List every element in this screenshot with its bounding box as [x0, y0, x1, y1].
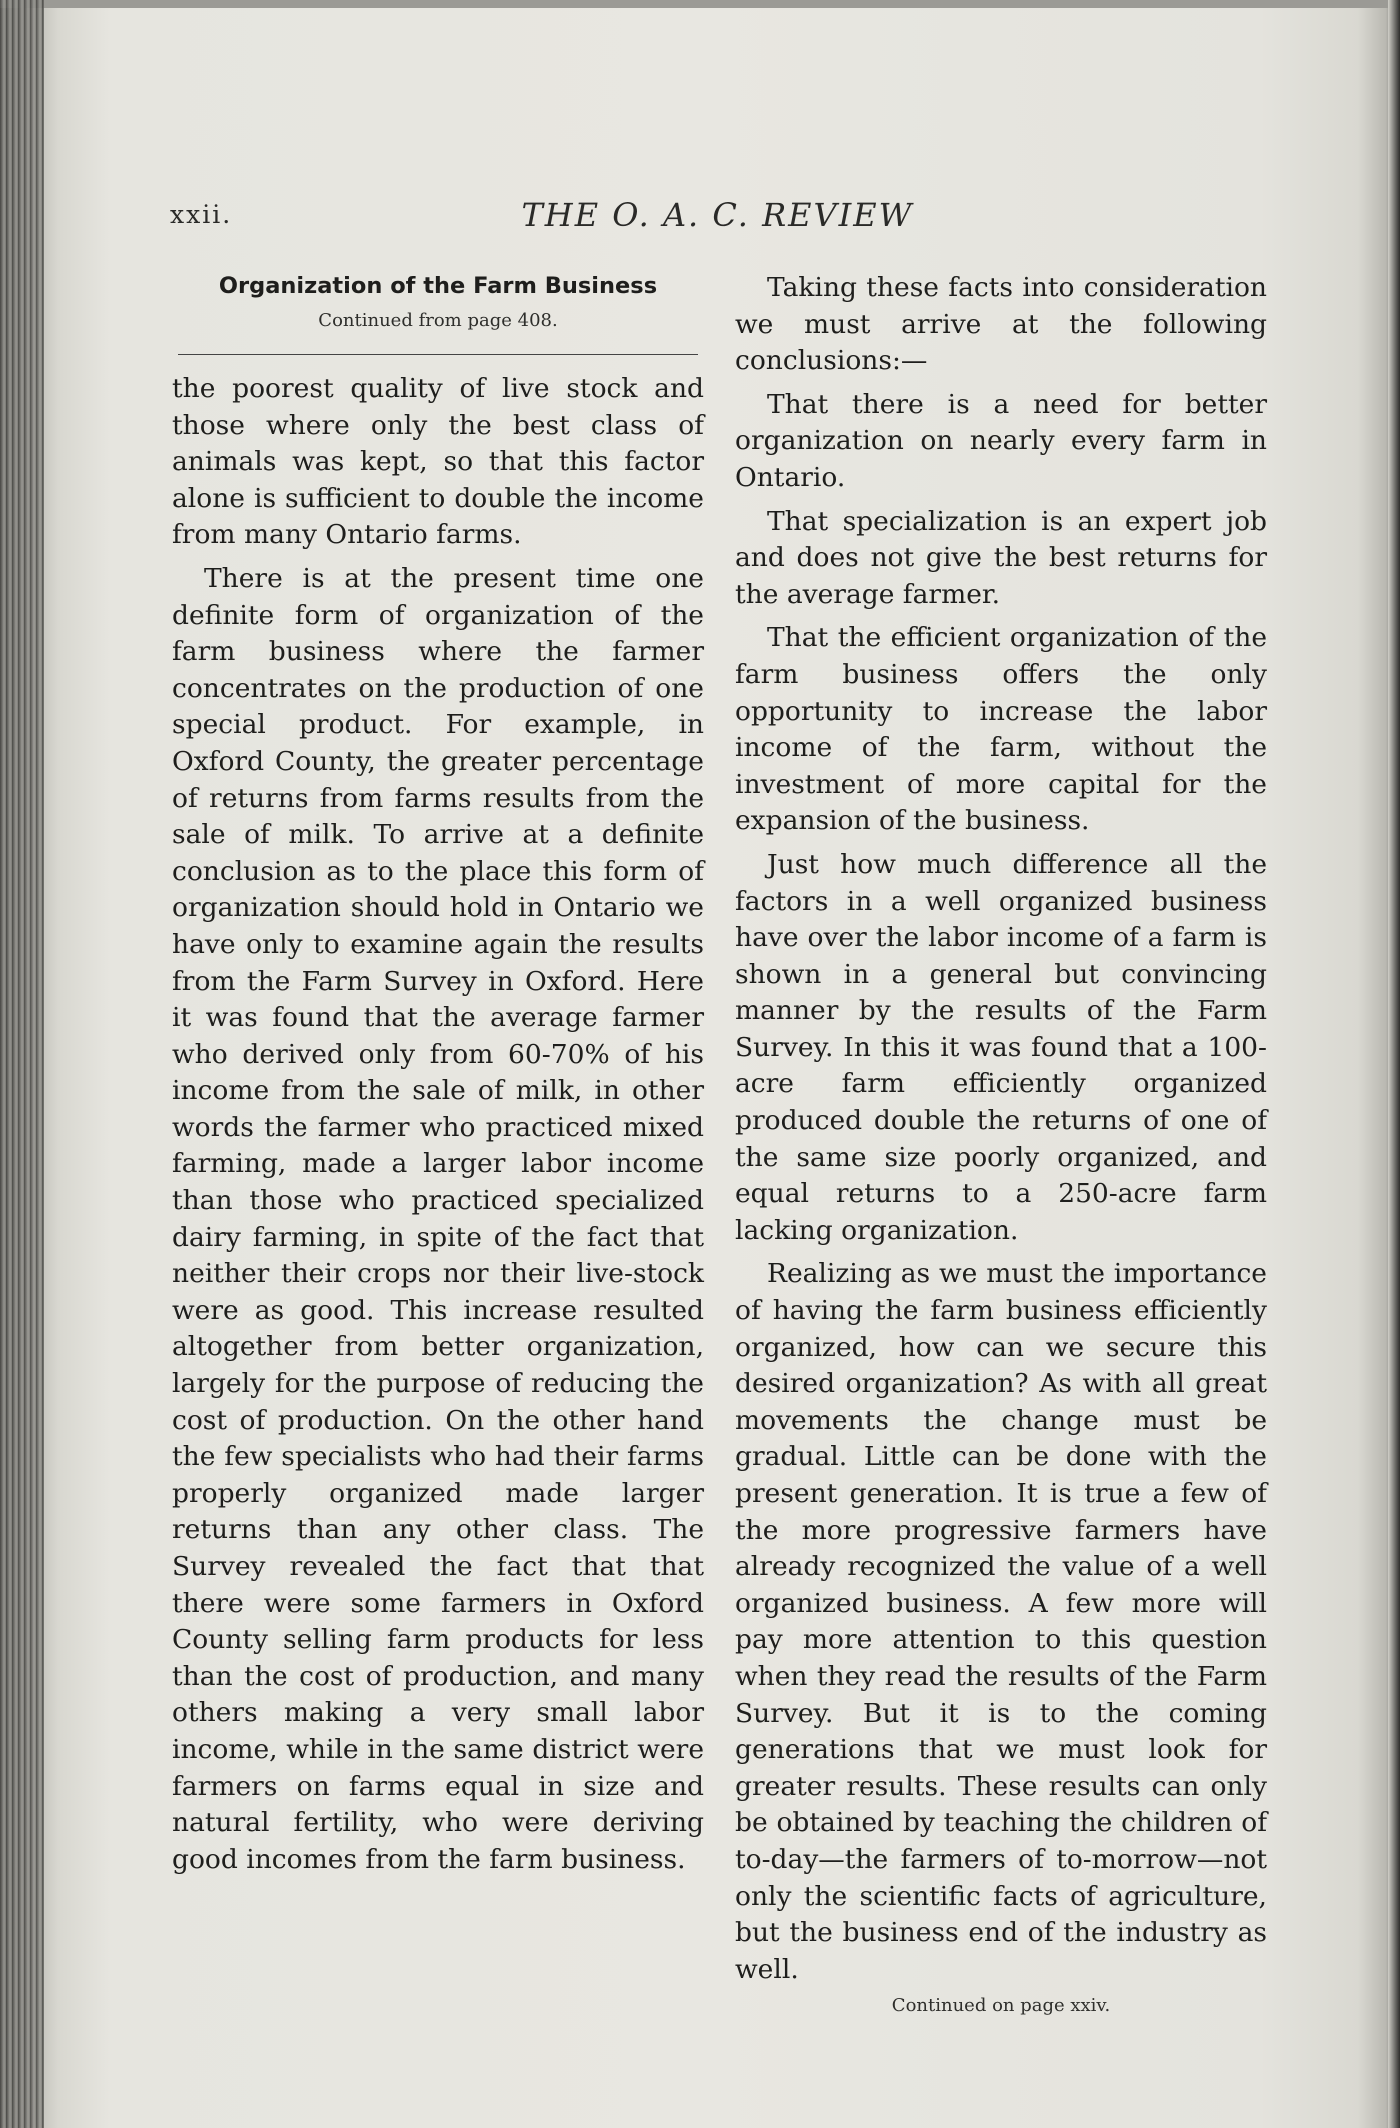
paragraph: Just how much difference all the factors in a well organized business have over the labor income of a farm is shown in a general but convincing manner by the results of the Farm Survey. In this it was found that a 100-acre farm efficiently organized produced double the returns of one of the same size poorly organized, and equal returns to a 250-acre farm lacking organization. — [735, 848, 1267, 1246]
paragraph: There is at the present time one definite form of organization of the farm business where the farmer concentrates on the production of one special product. For example, in Oxford County, the greater percentage of returns from farms results from the sale of milk. To arrive at a definite conclusion as to the place this form of organization should hold in Ontario we have only to examine again the results from the Farm Survey in Oxford. Here it was found that the average farmer who derived only from 60-70% of his income from the sale of milk, in other words the farmer who practiced mixed farming, made a larger labor income than those who practiced specialized dairy farming, in spite of the fact that neither their crops nor their live-stock were as good. This increase resulted altogether from better organization, largely for the purpose of reducing the cost of production. On the other hand the few specialists who had their farms properly organized made larger returns than any other class. The Survey revealed the fact that that there were some farmers in Oxford County selling farm products for less than the cost of production, and many others making a very small labor income, while in the same district were farmers on farms equal in size and natural fertility, who were deriving good incomes from the farm business. — [172, 562, 704, 1875]
scan-top-edge — [0, 0, 1400, 8]
scan-right-edge — [1388, 0, 1400, 2128]
article-title: Organization of the Farm Business — [218, 273, 658, 299]
paragraph: Taking these facts into consideration we must arrive at the following conclusions:— — [735, 272, 1267, 377]
right-column — [735, 270, 1267, 2018]
journal-title: THE O. A. C. REVIEW — [521, 196, 914, 234]
paragraph: Realizing as we must the importance of having the farm business efficiently organized, how can we secure this desired organization? As with all great movements the change must be gradual. Little can be done with the present generation. It is true a few of the more progressive farmers have already recognized the value of a well organized business. A few more will pay more attention to this question when they read the results of the Farm Survey. But it is to the coming generations that we must look for greater results. These results can only be obtained by teaching the children of to-day—the farmers of to-morrow—not only the scientific facts of agriculture, but the business end of the industry as well. — [735, 1258, 1267, 1985]
paragraph: That the efficient organization of the farm business offers the only opportunity to increase the labor income of the farm, without the investment of more capital for the expansion of the business. — [735, 622, 1267, 837]
continued-from-note: Continued from page 408. — [318, 310, 558, 331]
left-column — [172, 270, 704, 1878]
paragraph: That there is a need for better organization on nearly every farm in Ontario. — [735, 388, 1267, 493]
paragraph: the poorest quality of live stock and those where only the best class of animals was kept, so that this factor alone is sufficient to double the income from many Ontario farms. — [172, 373, 704, 551]
page-number: xxii. — [170, 200, 233, 229]
book-spine-edge — [0, 0, 44, 2128]
running-head — [170, 196, 1265, 240]
title-rule — [178, 354, 698, 355]
continued-on-note: Continued on page xxiv. — [891, 1995, 1111, 2017]
paragraph: That specialization is an expert job and does not give the best returns for the average farmer. — [735, 505, 1267, 610]
